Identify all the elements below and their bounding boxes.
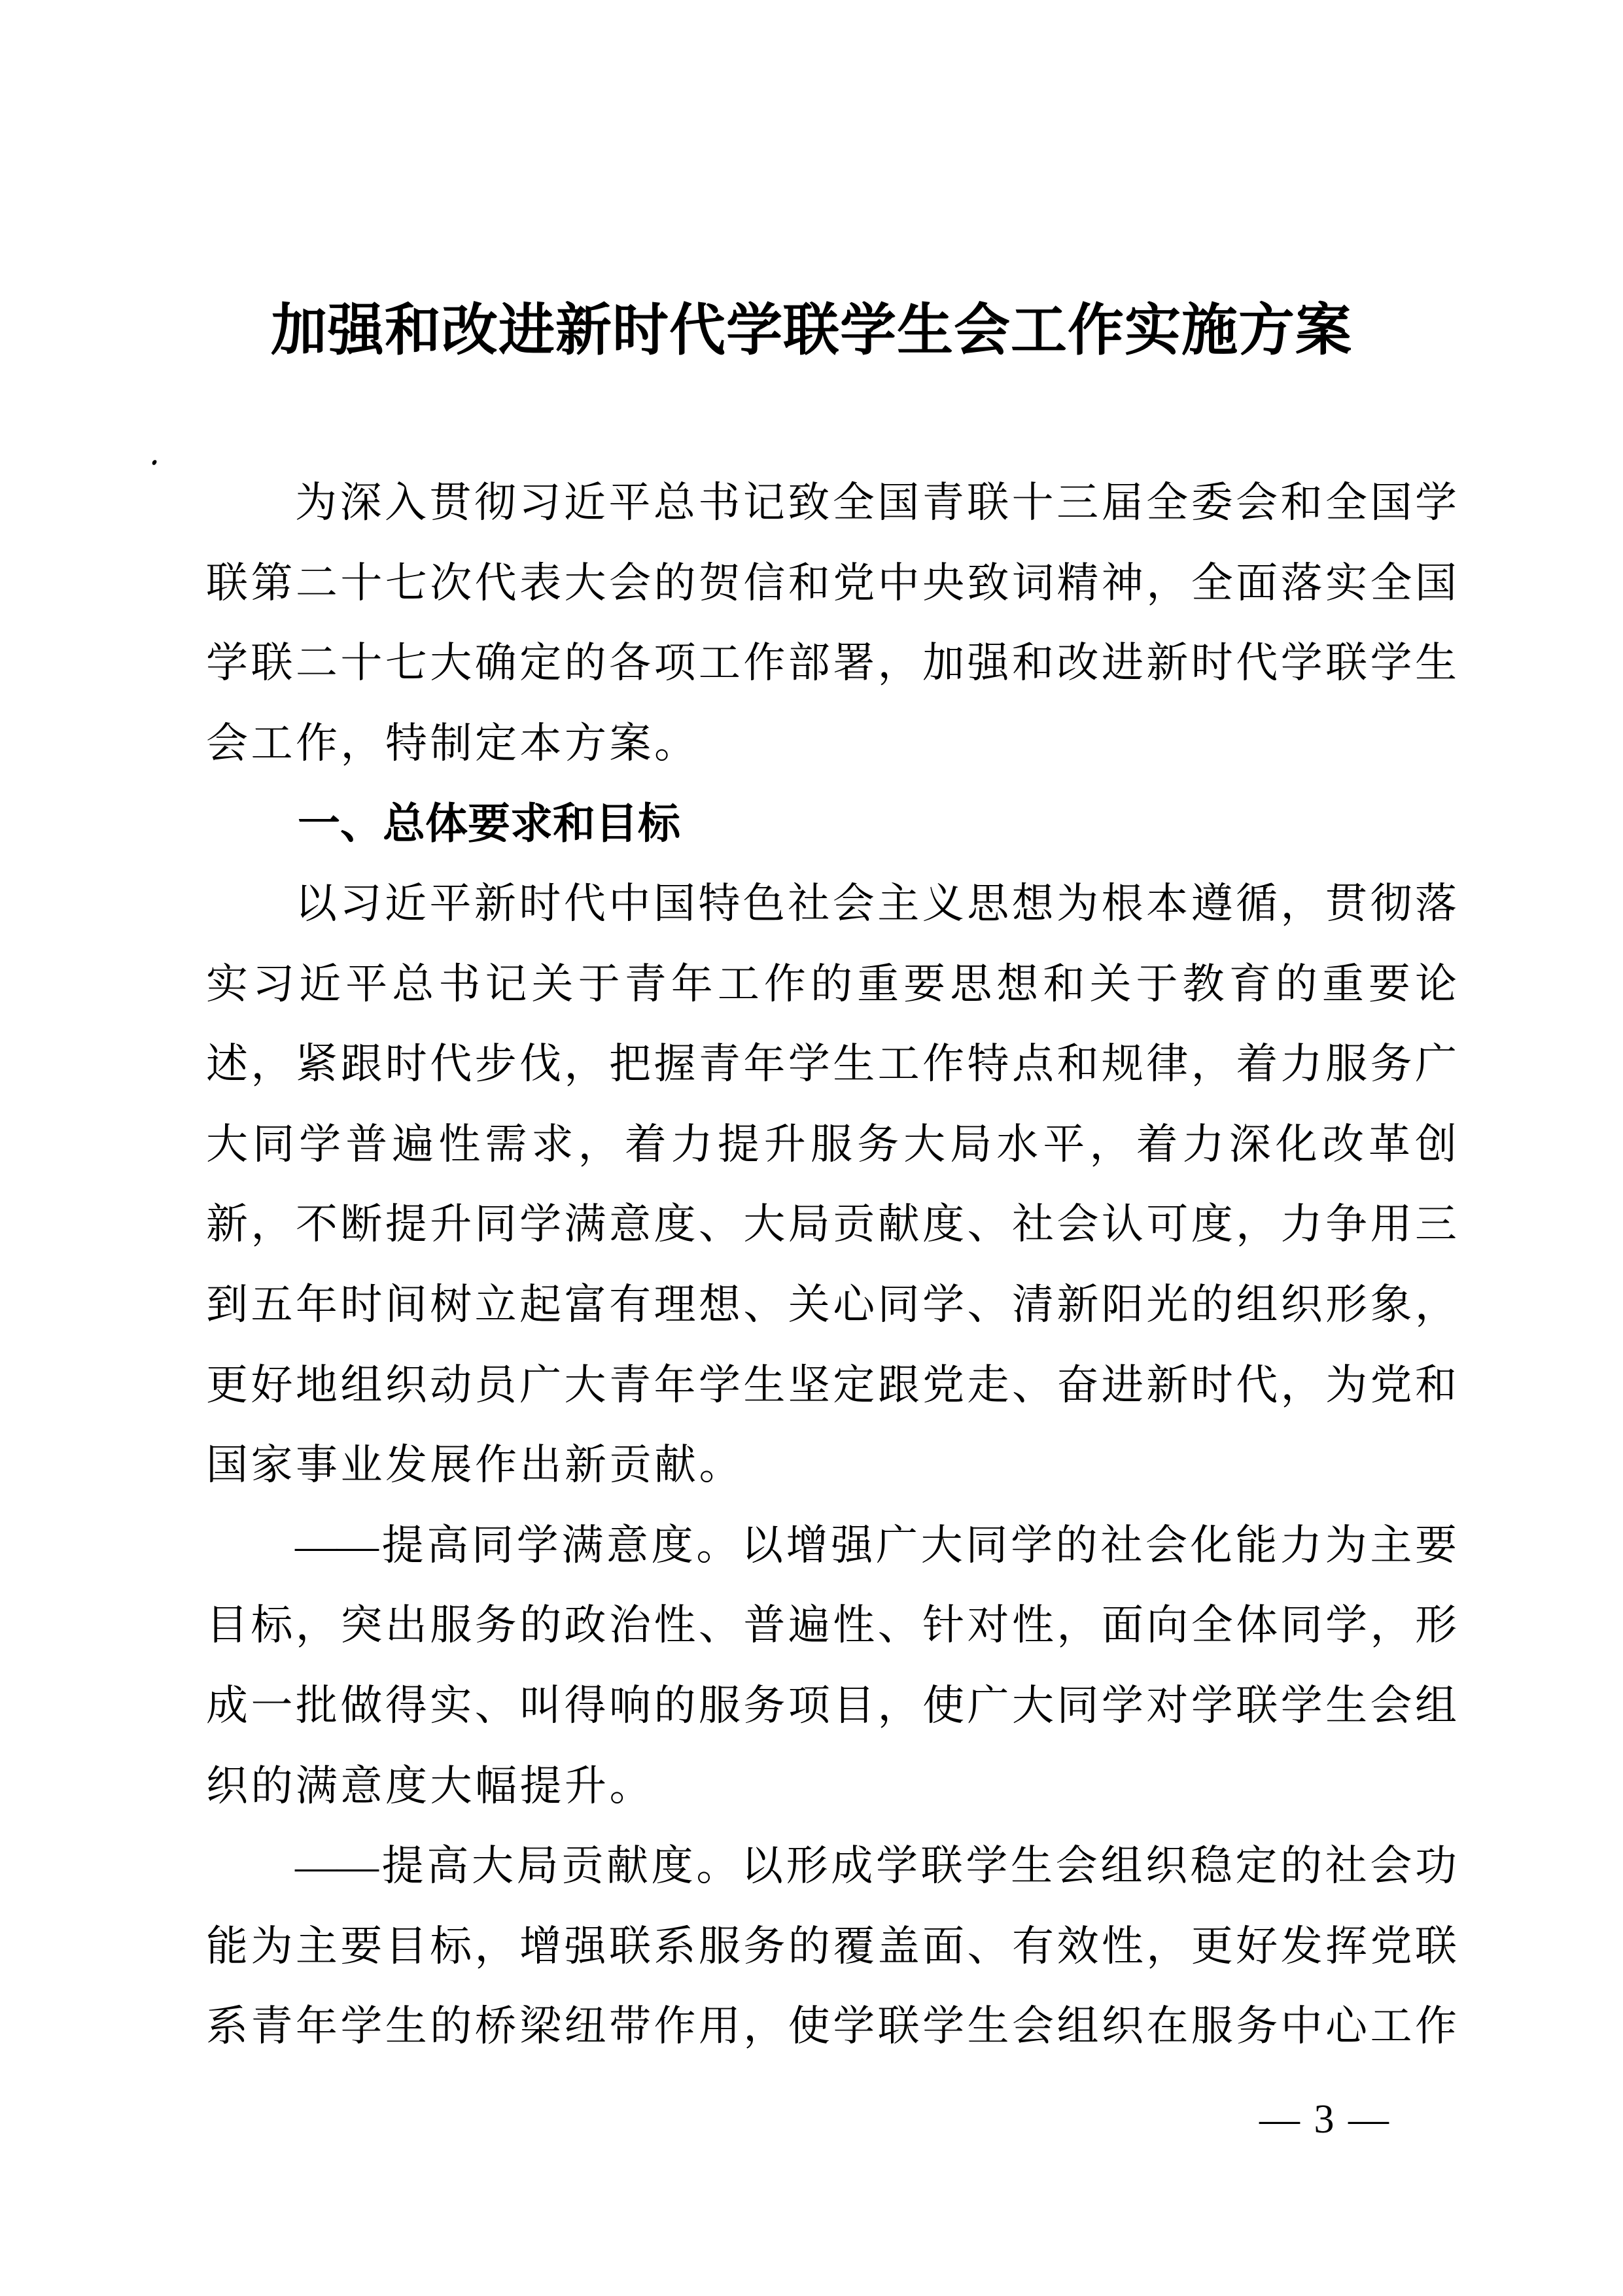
body-line-5: 以习近平新时代中国特色社会主义思想为根本遵循，贯彻落 — [295, 880, 1457, 927]
body-line-12: 国家事业发展作出新贡献。 — [206, 1442, 744, 1489]
body-line-2: 联第二十七次代表大会的贺信和党中央致词精神，全面落实全国 — [206, 559, 1457, 606]
body-line-18: 能为主要目标，增强联系服务的覆盖面、有效性，更好发挥党联 — [206, 1922, 1457, 1970]
body-line-10: 到五年时间树立起富有理想、关心同学、清新阳光的组织形象， — [206, 1281, 1457, 1328]
document-body — [206, 463, 1457, 2067]
body-line-8: 大同学普遍性需求，着力提升服务大局水平，着力深化改革创 — [206, 1121, 1457, 1168]
body-line-1: 为深入贯彻习近平总书记致全国青联十三届全委会和全国学 — [295, 479, 1457, 526]
section-heading-1: 一、总体要求和目标 — [298, 799, 681, 848]
body-line-6: 实习近平总书记关于青年工作的重要思想和关于教育的重要论 — [206, 960, 1457, 1007]
body-line-7: 述，紧跟时代步伐，把握青年学生工作特点和规律，着力服务广 — [206, 1041, 1457, 1088]
body-line-19: 系青年学生的桥梁纽带作用，使学联学生会组织在服务中心工作 — [206, 2003, 1457, 2050]
page-number: — 3 — — [1259, 2097, 1391, 2142]
body-line-3: 学联二十七大确定的各项工作部署，加强和改进新时代学联学生 — [206, 640, 1457, 687]
body-line-9: 新，不断提升同学满意度、大局贡献度、社会认可度，力争用三 — [206, 1201, 1457, 1248]
body-line-15: 成一批做得实、叫得响的服务项目，使广大同学对学联学生会组 — [206, 1682, 1457, 1729]
scan-artifact-dot — [152, 459, 158, 466]
body-line-4: 会工作，特制定本方案。 — [206, 720, 699, 767]
body-line-16: 织的满意度大幅提升。 — [206, 1762, 654, 1809]
body-line-11: 更好地组织动员广大青年学生坚定跟党走、奋进新时代，为党和 — [206, 1361, 1457, 1408]
document-title: 加强和改进新时代学联学生会工作实施方案 — [271, 299, 1352, 362]
body-line-17: ——提高大局贡献度。以形成学联学生会组织稳定的社会功 — [295, 1843, 1457, 1890]
body-line-13: ——提高同学满意度。以增强广大同学的社会化能力为主要 — [295, 1522, 1457, 1569]
body-line-14: 目标，突出服务的政治性、普遍性、针对性，面向全体同学，形 — [206, 1602, 1457, 1649]
